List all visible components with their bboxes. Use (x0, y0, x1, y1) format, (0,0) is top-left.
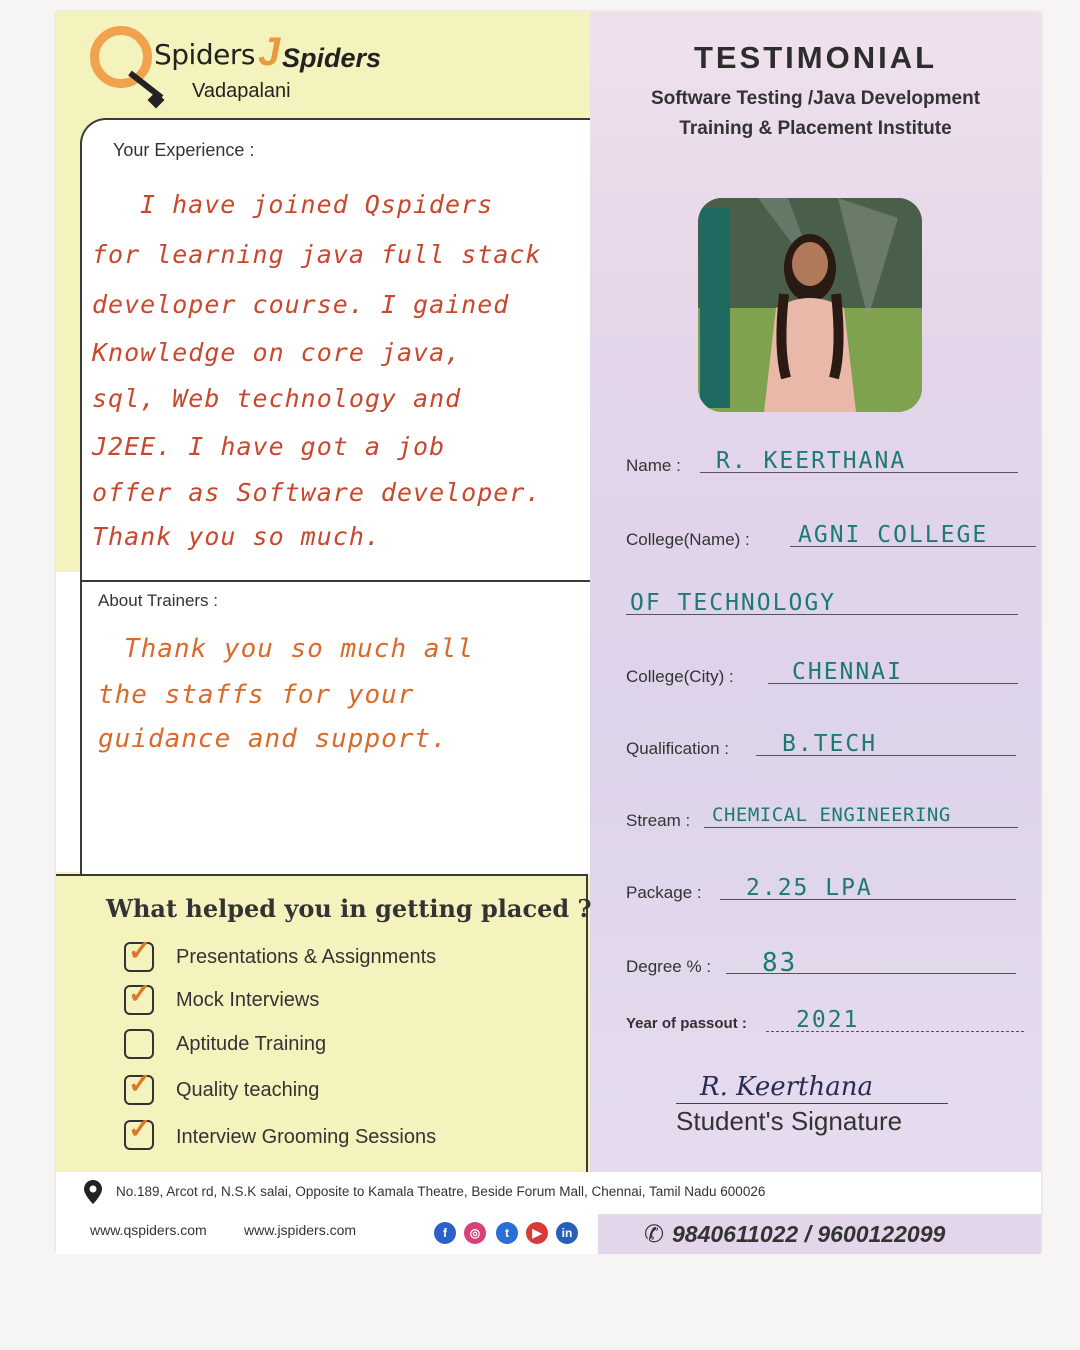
degree-label: Degree % : (626, 957, 712, 976)
qspiders-wordmark: Spiders (154, 38, 255, 71)
stream-line (704, 827, 1018, 828)
checkbox-label: Interview Grooming Sessions (176, 1126, 437, 1148)
stream-value: CHEMICAL ENGINEERING (712, 804, 951, 826)
experience-line: Knowledge on core java, (92, 338, 462, 367)
subtitle-line-2: Training & Placement Institute (679, 118, 952, 139)
experience-line: J2EE. I have got a job (92, 432, 446, 461)
college-label: College(Name) : (626, 530, 750, 549)
trainers-line: guidance and support. (98, 724, 448, 754)
page-title: TESTIMONIAL (693, 40, 938, 75)
youtube-icon[interactable]: ▶ (526, 1222, 548, 1244)
footer-address: No.189, Arcot rd, N.S.K salai, Opposite to Kamala Theatre, Beside Forum Mall, Chennai, Tamil Nadu 600026 (116, 1184, 766, 1199)
check-mark-icon: ✓ (128, 1113, 152, 1144)
qualification-value: B.TECH (782, 731, 878, 757)
checkbox-label: Quality teaching (176, 1079, 320, 1101)
college-value-2: OF TECHNOLOGY (630, 590, 837, 616)
handwritten-signature: R. Keerthana (700, 1072, 873, 1102)
checkbox-label: Presentations & Assignments (176, 946, 437, 968)
student-photo (698, 198, 922, 412)
check-mark-icon: ✓ (128, 978, 152, 1009)
trainers-line: the staffs for your (98, 680, 415, 710)
passout-value: 2021 (796, 1007, 860, 1033)
experience-label: Your Experience : (113, 140, 255, 160)
package-label: Package : (626, 883, 702, 902)
branch-location: Vadapalani (192, 80, 291, 102)
helped-title: What helped you in getting placed ? (106, 894, 592, 923)
experience-line: Thank you so much. (92, 522, 381, 551)
website-jspiders-link[interactable]: www.jspiders.com (244, 1222, 357, 1238)
experience-line: developer course. I gained (92, 290, 510, 319)
checkbox-label: Aptitude Training (176, 1033, 327, 1055)
phone-numbers[interactable]: 9840611022 / 9600122099 (672, 1221, 946, 1247)
degree-value: 83 (762, 948, 798, 978)
check-mark-icon: ✓ (128, 1068, 152, 1099)
check-mark-icon: ✓ (128, 935, 152, 966)
signature-line (676, 1103, 948, 1104)
package-value: 2.25 LPA (746, 875, 873, 901)
instagram-icon[interactable]: ◎ (464, 1222, 486, 1244)
phone-icon: ✆ (644, 1221, 665, 1248)
checkbox-label: Mock Interviews (176, 989, 320, 1011)
passout-label: Year of passout : (626, 1015, 747, 1032)
subtitle-line-1: Software Testing /Java Development (650, 88, 981, 109)
location-pin-icon (84, 1180, 102, 1204)
twitter-icon[interactable]: t (496, 1222, 518, 1244)
trainers-label: About Trainers : (98, 591, 219, 610)
stream-label: Stream : (626, 811, 691, 830)
facebook-icon[interactable]: f (434, 1222, 456, 1244)
experience-line: I have joined Qspiders (140, 190, 494, 219)
trainers-line: Thank you so much all (124, 634, 474, 664)
signature-label: Student's Signature (676, 1106, 903, 1136)
name-value: R. KEERTHANA (716, 448, 907, 474)
jspiders-wordmark: Spiders (282, 43, 382, 73)
experience-line: sql, Web technology and (92, 384, 462, 413)
qualification-label: Qualification : (626, 739, 729, 758)
linkedin-icon[interactable]: in (556, 1222, 578, 1244)
city-label: College(City) : (626, 667, 734, 686)
college-value-1: AGNI COLLEGE (798, 522, 989, 548)
student-photo-illustration (698, 198, 922, 412)
name-label: Name : (626, 456, 681, 475)
experience-line: for learning java full stack (92, 240, 542, 269)
website-qspiders-link[interactable]: www.qspiders.com (90, 1222, 207, 1238)
jspiders-j-mark: J (258, 30, 281, 74)
city-value: CHENNAI (792, 659, 903, 685)
experience-line: offer as Software developer. (92, 478, 542, 507)
checkbox-aptitude[interactable] (124, 1029, 154, 1059)
